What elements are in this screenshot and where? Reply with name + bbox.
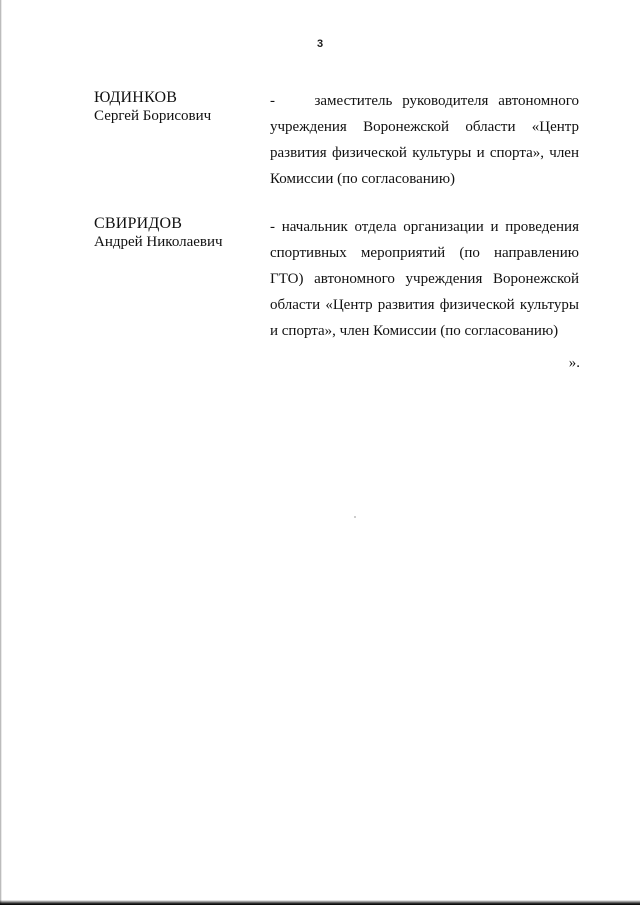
- member-role-description: [270, 214, 579, 344]
- role-line: спортивных мероприятий (по направлению: [270, 245, 579, 261]
- scan-edge-bottom: [0, 900, 640, 905]
- role-line: области «Центр развития физической культуры: [270, 297, 579, 313]
- member-name-block: [94, 214, 264, 252]
- role-line: - заместитель руководителя автономного: [270, 93, 579, 109]
- member-given-name: Андрей Николаевич: [94, 234, 223, 250]
- member-surname: СВИРИДОВ: [94, 215, 183, 232]
- role-line: ГТО) автономного учреждения Воронежской: [270, 271, 579, 287]
- closing-quote-mark: ».: [568, 355, 580, 371]
- scan-speck: [354, 516, 356, 518]
- member-name-block: [94, 88, 264, 126]
- role-line: развития физической культуры и спорта», член: [270, 145, 579, 161]
- role-line: учреждения Воронежской области «Центр: [270, 119, 579, 135]
- page-number: 3: [316, 38, 324, 50]
- scan-edge-left: [0, 0, 2, 905]
- member-role-description: [270, 88, 579, 192]
- role-line: и спорта», член Комиссии (по согласованию): [270, 323, 559, 339]
- role-line: - начальник отдела организации и проведения: [270, 219, 579, 235]
- member-given-name: Сергей Борисович: [94, 108, 212, 124]
- member-surname: ЮДИНКОВ: [94, 89, 178, 106]
- role-line: Комиссии (по согласованию): [270, 171, 456, 187]
